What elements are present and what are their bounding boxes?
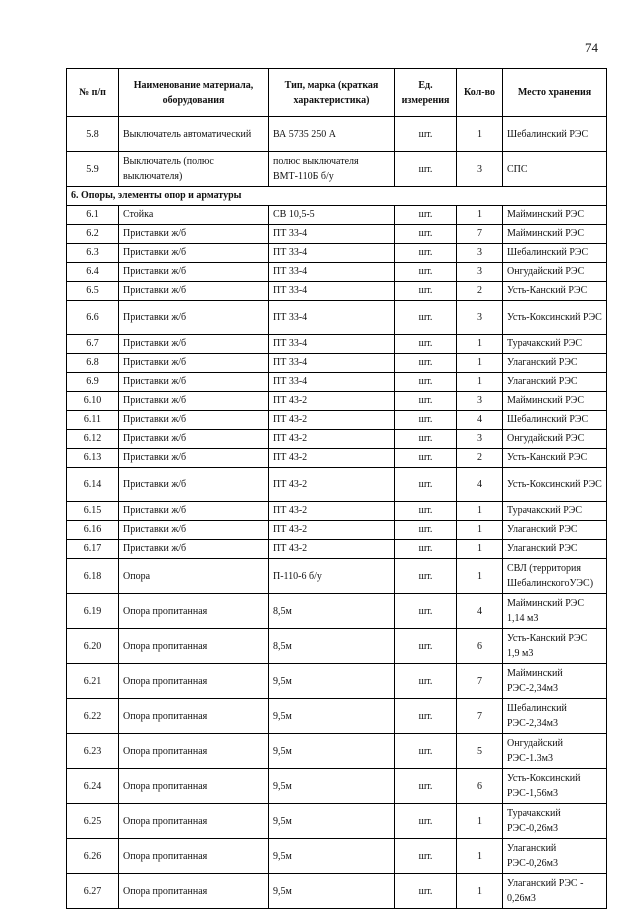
cell-num: 6.23: [67, 734, 119, 769]
cell-num: 6.17: [67, 540, 119, 559]
cell-qty: 1: [457, 117, 503, 152]
table-row: [67, 699, 607, 734]
cell-name: Опора пропитанная: [119, 874, 269, 909]
cell-place: Турачакский РЭС: [503, 502, 607, 521]
table-row: [67, 335, 607, 354]
cell-type: ПТ 33-4: [269, 335, 395, 354]
cell-unit: шт.: [395, 804, 457, 839]
cell-unit: шт.: [395, 263, 457, 282]
cell-place: Усть-Канский РЭС 1,9 м3: [503, 629, 607, 664]
cell-type: ПТ 33-4: [269, 373, 395, 392]
table-row: [67, 468, 607, 502]
cell-num: 6.7: [67, 335, 119, 354]
header-name: Наименование материала, оборудования: [119, 69, 269, 117]
cell-name: Опора пропитанная: [119, 699, 269, 734]
cell-unit: шт.: [395, 540, 457, 559]
cell-qty: 4: [457, 594, 503, 629]
cell-type: ПТ 33-4: [269, 225, 395, 244]
cell-type: ПТ 33-4: [269, 354, 395, 373]
cell-name: Приставки ж/б: [119, 430, 269, 449]
cell-name: Приставки ж/б: [119, 263, 269, 282]
cell-type: 9,5м: [269, 664, 395, 699]
table-row: [67, 354, 607, 373]
cell-name: Приставки ж/б: [119, 301, 269, 335]
cell-qty: 1: [457, 335, 503, 354]
cell-unit: шт.: [395, 411, 457, 430]
cell-qty: 6: [457, 629, 503, 664]
cell-place: Улаганский РЭС: [503, 373, 607, 392]
cell-unit: шт.: [395, 874, 457, 909]
cell-unit: шт.: [395, 521, 457, 540]
cell-place: Майминский РЭС: [503, 206, 607, 225]
cell-place: Шебалинский РЭС: [503, 117, 607, 152]
cell-name: Приставки ж/б: [119, 502, 269, 521]
table-header-row: [67, 69, 607, 117]
inventory-table: [66, 68, 607, 909]
cell-type: 8,5м: [269, 629, 395, 664]
cell-num: 6.5: [67, 282, 119, 301]
cell-unit: шт.: [395, 335, 457, 354]
cell-qty: 4: [457, 411, 503, 430]
header-type: Тип, марка (краткая характеристика): [269, 69, 395, 117]
cell-num: 6.19: [67, 594, 119, 629]
cell-name: Опора пропитанная: [119, 839, 269, 874]
cell-unit: шт.: [395, 373, 457, 392]
cell-num: 6.3: [67, 244, 119, 263]
cell-num: 5.8: [67, 117, 119, 152]
cell-qty: 1: [457, 559, 503, 594]
cell-type: 9,5м: [269, 874, 395, 909]
cell-unit: шт.: [395, 699, 457, 734]
table-row: [67, 206, 607, 225]
table-row: [67, 152, 607, 187]
cell-place: Турачакский РЭС-0,26м3: [503, 804, 607, 839]
cell-qty: 3: [457, 301, 503, 335]
cell-place: Усть-Коксинский РЭС-1,56м3: [503, 769, 607, 804]
cell-place: Усть-Коксинский РЭС: [503, 301, 607, 335]
table-row: [67, 282, 607, 301]
cell-qty: 6: [457, 769, 503, 804]
cell-place: Шебалинский РЭС: [503, 411, 607, 430]
cell-place: Улаганский РЭС: [503, 521, 607, 540]
cell-num: 6.21: [67, 664, 119, 699]
cell-place: Шебалинский РЭС-2,34м3: [503, 699, 607, 734]
cell-num: 6.4: [67, 263, 119, 282]
cell-name: Приставки ж/б: [119, 373, 269, 392]
cell-qty: 3: [457, 152, 503, 187]
cell-num: 6.2: [67, 225, 119, 244]
cell-qty: 3: [457, 263, 503, 282]
cell-name: Стойка: [119, 206, 269, 225]
cell-type: 9,5м: [269, 804, 395, 839]
cell-qty: 7: [457, 225, 503, 244]
cell-type: ПТ 43-2: [269, 411, 395, 430]
cell-qty: 2: [457, 282, 503, 301]
table-row: [67, 244, 607, 263]
cell-unit: шт.: [395, 468, 457, 502]
cell-type: ПТ 43-2: [269, 468, 395, 502]
cell-type: ПТ 43-2: [269, 430, 395, 449]
cell-num: 5.9: [67, 152, 119, 187]
cell-name: Приставки ж/б: [119, 335, 269, 354]
table-row: [67, 804, 607, 839]
cell-num: 6.24: [67, 769, 119, 804]
cell-num: 6.6: [67, 301, 119, 335]
page-number: 74: [585, 40, 598, 55]
table-row: [67, 540, 607, 559]
cell-name: Приставки ж/б: [119, 468, 269, 502]
table-row: [67, 629, 607, 664]
cell-num: 6.22: [67, 699, 119, 734]
table-row: [67, 263, 607, 282]
table-row: [67, 301, 607, 335]
cell-unit: шт.: [395, 734, 457, 769]
cell-num: 6.13: [67, 449, 119, 468]
cell-name: Выключатель (полюс выключателя): [119, 152, 269, 187]
table-row: [67, 430, 607, 449]
cell-unit: шт.: [395, 244, 457, 263]
cell-place: СПС: [503, 152, 607, 187]
table-row: [67, 874, 607, 909]
cell-place: Улаганский РЭС: [503, 354, 607, 373]
header-place: Место хранения: [503, 69, 607, 117]
cell-name: Приставки ж/б: [119, 282, 269, 301]
cell-place: Онгудайский РЭС: [503, 430, 607, 449]
table-row: [67, 521, 607, 540]
cell-qty: 5: [457, 734, 503, 769]
cell-qty: 1: [457, 540, 503, 559]
cell-unit: шт.: [395, 117, 457, 152]
cell-qty: 4: [457, 468, 503, 502]
table-row: [67, 449, 607, 468]
cell-unit: шт.: [395, 206, 457, 225]
cell-place: Майминский РЭС 1,14 м3: [503, 594, 607, 629]
cell-num: 6.15: [67, 502, 119, 521]
cell-unit: шт.: [395, 152, 457, 187]
cell-qty: 1: [457, 206, 503, 225]
cell-num: 6.12: [67, 430, 119, 449]
cell-name: Приставки ж/б: [119, 411, 269, 430]
cell-unit: шт.: [395, 559, 457, 594]
cell-unit: шт.: [395, 449, 457, 468]
cell-unit: шт.: [395, 769, 457, 804]
cell-place: Майминский РЭС: [503, 392, 607, 411]
cell-name: Опора пропитанная: [119, 594, 269, 629]
cell-name: Приставки ж/б: [119, 354, 269, 373]
cell-type: ПТ 33-4: [269, 244, 395, 263]
cell-qty: 3: [457, 430, 503, 449]
cell-num: 6.11: [67, 411, 119, 430]
cell-place: Онгудайский РЭС: [503, 263, 607, 282]
cell-num: 6.18: [67, 559, 119, 594]
cell-name: Приставки ж/б: [119, 521, 269, 540]
cell-num: 6.26: [67, 839, 119, 874]
cell-unit: шт.: [395, 282, 457, 301]
cell-type: ВА 5735 250 А: [269, 117, 395, 152]
cell-qty: 3: [457, 392, 503, 411]
section-row: [67, 187, 607, 206]
cell-place: Усть-Коксинский РЭС: [503, 468, 607, 502]
cell-type: ПТ 33-4: [269, 263, 395, 282]
cell-name: Опора: [119, 559, 269, 594]
cell-qty: 7: [457, 664, 503, 699]
cell-unit: шт.: [395, 430, 457, 449]
cell-place: Усть-Канский РЭС: [503, 449, 607, 468]
table-row: [67, 769, 607, 804]
header-num: № п/п: [67, 69, 119, 117]
cell-name: Опора пропитанная: [119, 804, 269, 839]
cell-place: Майминский РЭС: [503, 225, 607, 244]
cell-name: Приставки ж/б: [119, 449, 269, 468]
cell-name: Приставки ж/б: [119, 392, 269, 411]
cell-num: 6.25: [67, 804, 119, 839]
cell-type: ПТ 33-4: [269, 301, 395, 335]
cell-qty: 1: [457, 521, 503, 540]
cell-unit: шт.: [395, 301, 457, 335]
cell-place: Онгудайский РЭС-1.3м3: [503, 734, 607, 769]
cell-type: 9,5м: [269, 699, 395, 734]
cell-num: 6.27: [67, 874, 119, 909]
cell-name: Приставки ж/б: [119, 225, 269, 244]
cell-place: Улаганский РЭС - 0,26м3: [503, 874, 607, 909]
cell-type: ПТ 43-2: [269, 392, 395, 411]
cell-qty: 3: [457, 244, 503, 263]
table-row: [67, 594, 607, 629]
cell-qty: 7: [457, 699, 503, 734]
cell-place: Шебалинский РЭС: [503, 244, 607, 263]
cell-name: Опора пропитанная: [119, 664, 269, 699]
cell-num: 6.16: [67, 521, 119, 540]
cell-type: ПТ 43-2: [269, 502, 395, 521]
table-row: [67, 373, 607, 392]
table-row: [67, 559, 607, 594]
cell-num: 6.9: [67, 373, 119, 392]
cell-num: 6.10: [67, 392, 119, 411]
table-row: [67, 411, 607, 430]
cell-unit: шт.: [395, 392, 457, 411]
cell-unit: шт.: [395, 629, 457, 664]
cell-name: Опора пропитанная: [119, 769, 269, 804]
section-title: 6. Опоры, элементы опор и арматуры: [67, 187, 607, 206]
header-unit: Ед. измерения: [395, 69, 457, 117]
cell-type: ПТ 43-2: [269, 449, 395, 468]
cell-type: 9,5м: [269, 839, 395, 874]
cell-place: Майминский РЭС-2,34м3: [503, 664, 607, 699]
cell-unit: шт.: [395, 354, 457, 373]
cell-place: Турачакский РЭС: [503, 335, 607, 354]
table-row: [67, 502, 607, 521]
cell-type: ПТ 33-4: [269, 282, 395, 301]
cell-type: полюс выключателя ВМТ-110Б б/у: [269, 152, 395, 187]
cell-num: 6.20: [67, 629, 119, 664]
cell-qty: 1: [457, 839, 503, 874]
cell-unit: шт.: [395, 225, 457, 244]
table-row: [67, 839, 607, 874]
table-row: [67, 392, 607, 411]
table-row: [67, 734, 607, 769]
cell-name: Приставки ж/б: [119, 244, 269, 263]
cell-unit: шт.: [395, 502, 457, 521]
cell-place: СВЛ (территория ШебалинскогоУЭС): [503, 559, 607, 594]
cell-name: Опора пропитанная: [119, 734, 269, 769]
cell-qty: 1: [457, 804, 503, 839]
cell-name: Выключатель автоматический: [119, 117, 269, 152]
cell-unit: шт.: [395, 839, 457, 874]
cell-name: Приставки ж/б: [119, 540, 269, 559]
cell-num: 6.1: [67, 206, 119, 225]
cell-type: 9,5м: [269, 769, 395, 804]
table-row: [67, 225, 607, 244]
cell-unit: шт.: [395, 594, 457, 629]
cell-type: ПТ 43-2: [269, 540, 395, 559]
cell-place: Улаганский РЭС-0,26м3: [503, 839, 607, 874]
cell-type: 9,5м: [269, 734, 395, 769]
cell-type: СВ 10,5-5: [269, 206, 395, 225]
cell-place: Улаганский РЭС: [503, 540, 607, 559]
cell-qty: 2: [457, 449, 503, 468]
cell-qty: 1: [457, 874, 503, 909]
cell-unit: шт.: [395, 664, 457, 699]
table-row: [67, 664, 607, 699]
cell-type: ПТ 43-2: [269, 521, 395, 540]
table-row: [67, 117, 607, 152]
cell-type: П-110-6 б/у: [269, 559, 395, 594]
cell-num: 6.8: [67, 354, 119, 373]
cell-qty: 1: [457, 373, 503, 392]
cell-qty: 1: [457, 502, 503, 521]
header-qty: Кол-во: [457, 69, 503, 117]
cell-num: 6.14: [67, 468, 119, 502]
cell-name: Опора пропитанная: [119, 629, 269, 664]
cell-qty: 1: [457, 354, 503, 373]
cell-type: 8,5м: [269, 594, 395, 629]
cell-place: Усть-Канский РЭС: [503, 282, 607, 301]
